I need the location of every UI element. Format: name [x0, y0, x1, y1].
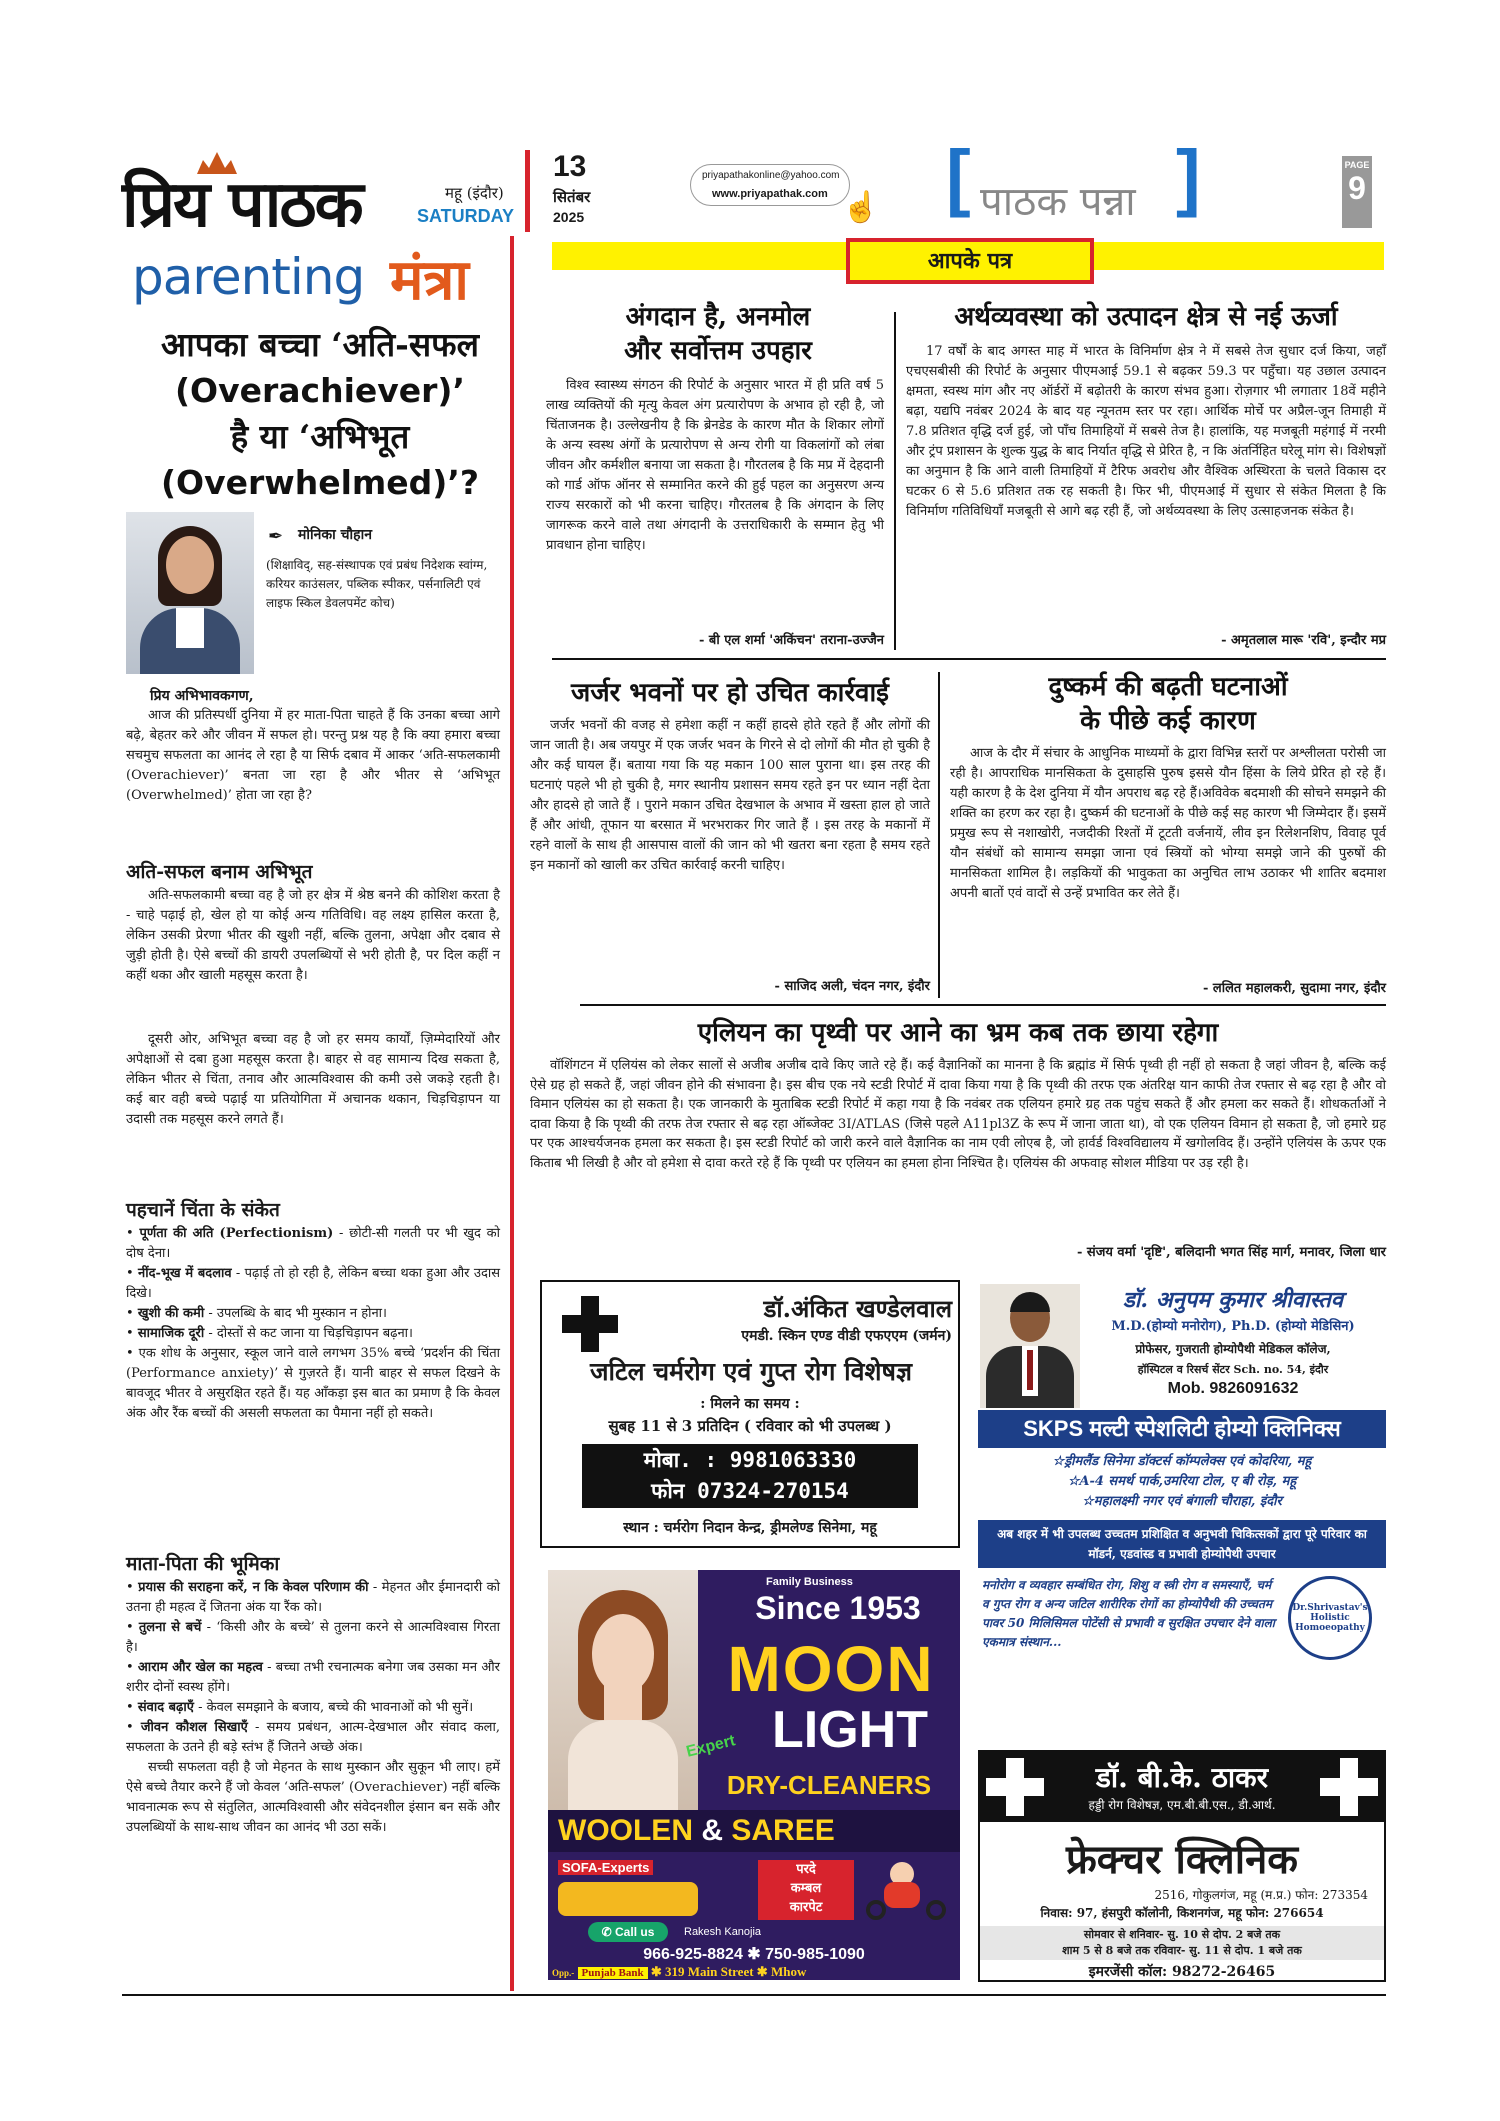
- doctor-title: प्रोफेसर, गुजराती होम्योपैथी मेडिकल कॉलेज,: [1135, 1342, 1331, 1356]
- letter-4-body: आज के दौर में संचार के आधुनिक माध्यमों के द्वारा विभिन्न स्तरों पर अश्लीलता परोसी जा रही है। आपराधिक मानसिकता के दुसाहसि पुरुष इससे यौन हिंसा के लिये प्रेरित हो रहे हैं। यही कारण है के देश दुनिया में यौन अपराध बढ़ रहे हैं।अविवेक बदमाशी की सोचने समझने की शक्ति का हरण कर रहा है। दुष्कर्म की घटनाओं के पीछे कई सह कारण भी जिम्मेदार हैं। इसमें प्रमुख रूप से नशाखोरी, नजदीकी रिश्तों में टूटती वर्जनायें, लीव इन रिलेशनशिप, विवाह पूर्व यौन संबंधों को सामान्य समझा जाना एवं स्त्रियों को भोग्या समझे जाने की पुरुषों की मानसिकता शामिल है। लड़कियों की भावुकता का अनुचित लाभ उठाकर भी शातिर बदमाश अपनी बातों एवं वादों से उन्हें प्रभावित कर लेते हैं।: [950, 746, 1386, 901]
- right-bracket: ]: [1176, 135, 1201, 218]
- street-address: ✱ 319 Main Street ✱ Mhow: [650, 1964, 807, 1979]
- list-item: • जीवन कौशल सिखाएँ - समय प्रबंधन, आत्म-देखभाल और संवाद कला, सफलता के उतने ही बड़े स्तंभ हैं जितने अच्छे अंक।: [126, 1720, 500, 1755]
- brand-logo: प्रिय पाठक: [122, 167, 362, 242]
- list-item: • तुलना से बचें - ‘किसी और के बच्चे’ से तुलना करने से आत्मविश्वास गिरता है।: [126, 1620, 500, 1655]
- left-para-1: अति-सफलकामी बच्चा वह है जो हर क्षेत्र में श्रेष्ठ बनने की कोशिश करता है - चाहे पढ़ाई हो, खेल हो या कोई अन्य गतिविधि। वह लक्ष्य हासिल करता है, लेकिन उसकी प्रेरणा भीतर की खुशी नहीं, बल्कि तुलना, अपेक्षा और दबाव से जुड़ी होती है। ऐसे बच्चों की डायरी उपलब्धियों से भरी होती है, पर दिल कहीं न कहीं थका और खाली महसूस करता है।: [126, 888, 500, 983]
- dry-cleaners-label: DRY-CLEANERS: [726, 1770, 932, 1800]
- ad-khandelwal[interactable]: [540, 1280, 960, 1548]
- list-item: • खुशी की कमी - उपलब्धि के बाद भी मुस्कान न होना।: [126, 1306, 387, 1321]
- since-label: Since 1953: [755, 1590, 921, 1626]
- moon-phones[interactable]: 966-925-8824 ✱ 750-985-1090: [643, 1946, 865, 1963]
- branch-item: ☆A-4 समर्थ पार्क,उमरिया टोल, ए बी रोड़, महू: [1067, 1474, 1297, 1489]
- list-item: • संवाद बढ़ाएँ - केवल समझाने के बजाय, बच्चे की भावनाओं को भी सुनें।: [126, 1700, 474, 1715]
- doctor-degree: एमडी. स्किन एण्ड वीडी एफएएम (जर्मन): [741, 1328, 952, 1344]
- contact-block: [582, 1444, 918, 1508]
- left-subhead-3: माता-पिता की भूमिका: [126, 1553, 280, 1575]
- clinic-address: 2516, गोकुलगंज, महू (म.प्र.) फोन: 273354: [1154, 1888, 1368, 1902]
- clinic-branches: [978, 1452, 1386, 1512]
- contact-website[interactable]: www.priyapathak.com: [712, 188, 828, 200]
- woolen-label: WOOLEN: [558, 1814, 693, 1847]
- letters-section-title: आपके पत्र: [846, 238, 1094, 284]
- left-para-2: दूसरी ओर, अभिभूत बच्चा वह है जो हर समय कार्यों, ज़िम्मेदारियों और अपेक्षाओं से दबा हुआ महसूस करता है। बाहर से वह सामान्य दिख सकता है, लेकिन भीतर से चिंता, तनाव और आत्मविश्वास की कमी उसे जकड़े रहती है। कई बार वही बच्चे पढ़ाई या प्रतियोगिता में अचानक थकान, चिड़चिड़ापन या उदासी तक महसूस करने लगते हैं।: [126, 1032, 500, 1127]
- light-title: LIGHT: [772, 1701, 928, 1759]
- address-strip: Opp.- Punjab Bank ✱ 319 Main Street ✱ Mhow: [552, 1964, 807, 1979]
- roles-list: [126, 1578, 500, 1838]
- letter-2-signature: - अमृतलाल मारू 'रवि', इन्दौर मप्र: [1221, 633, 1386, 648]
- column-rule: [938, 672, 940, 998]
- ad-srivastava[interactable]: [978, 1280, 1386, 1740]
- letter-1-headline: अंगदान है, अनमोल और सर्वोत्तम उपहार: [624, 302, 812, 366]
- page-badge: [1342, 156, 1372, 228]
- doctor-degree: M.D.(होम्यो मनोरोग), Ph.D. (होम्यो मेडिसिन): [1111, 1319, 1355, 1334]
- signs-list: [126, 1224, 500, 1424]
- headline-line-1: आपका बच्चा ‘अति-सफल: [160, 325, 479, 364]
- ad-thakar[interactable]: [978, 1750, 1386, 1982]
- letter-3-headline: जर्जर भवनों पर हो उचित कार्रवाई: [571, 678, 889, 708]
- list-item: • सामाजिक दूरी - दोस्तों से कट जाना या चिड़चिड़ापन बढ़ना।: [126, 1326, 413, 1341]
- letter-2-body: 17 वर्षों के बाद अगस्त माह में भारत के विनिर्माण क्षेत्र ने में सबसे तेज सुधार दर्ज किया, जहाँ एचएसबीसी की रिपोर्ट के अनुसार पीएमआई 59.1 से बढ़कर 59.3 पर पहुँचा। यह उछाल उत्पादन क्षमता, स्वस्थ मांग और नए ऑर्डरों में बढ़ोतरी के कारण संभव हुआ। रोज़गार भी लगातार 18वें महीने बढ़ा, यद्यपि नवंबर 2024 के बाद यह न्यूनतम स्तर पर रहा। आर्थिक मोर्चे पर अप्रैल-जून तिमाही में 7.8 प्रतिशत वृद्धि दर्ज हुई, जो पाँच तिमाहियों में सबसे तेज है। हालांकि, यह मजबूती महंगाई में नरमी और ट्रंप प्रशासन के शुल्क युद्ध के बाद निर्यात वृद्धि से प्रेरित है, न कि अंतर्निहित घरेलू मांग से। विशेषज्ञों का अनुमान है कि आने वाली तिमाहियों में टैरिफ अवरोध और वैश्विक अस्थिरता के चलते विकास दर घटकर 6 से 5.6 प्रतिशत तक रह सकती है। फिर भी, पीएमआई में सुधार से संकेत मिलता है कि विनिर्माण गतिविधियाँ मजबूती से आगे बढ़ रही हैं, जो अर्थव्यवस्था के लिए उत्साहजनक संकेत है।: [906, 344, 1386, 519]
- left-intro: आज की प्रतिस्पर्धी दुनिया में हर माता-पिता चाहते हैं कि उनका बच्चा आगे बढ़े, बेहतर करे और जीवन में सफल हो। परन्तु प्रश्न यह है कि क्या हमारा बच्चा सचमुच सफलता का आनंद ले रहा है या सिर्फ दबाव में आकर ‘अति-सफलकामी (Overachiever)’ बनता जा रहा है और भीतर से ‘अभिभूत (Overwhelmed)’ होता जा रहा है?: [126, 708, 500, 803]
- phone-icon: ✆: [601, 1925, 612, 1939]
- author-name: मोनिका चौहान: [298, 527, 372, 543]
- page-bottom-rule: [122, 1994, 1386, 1996]
- saree-label: SAREE: [731, 1814, 835, 1847]
- mantra-label: मंत्रा: [390, 247, 469, 313]
- left-bracket: [: [946, 135, 971, 218]
- headline-line-2: (Overachiever)’: [174, 371, 466, 410]
- list-item: • पूर्णता की अति (Perfectionism) - छोटी-सी गलती पर भी खुद को दोष देना।: [126, 1226, 500, 1261]
- letter-3-body: जर्जर भवनों की वजह से हमेशा कहीं न कहीं हादसे होते रहते हैं और लोगों की जान जाती है। अब जयपुर में एक जर्जर भवन के गिरने से दो लोगों की मौत हो चुकी है और कई घायल हैं। बताया गया कि यह मकान 100 साल पुराना था। इस तरह की घटनाएं पहले भी हो चुकी है, मगर स्थानीय प्रशासन समय रहते इन पर ध्यान नहीं देता और हादसे हो जाते हैं । पुराने मकान उचित देखभाल के अभाव में खस्ता हाल हो जाते हैं और आंधी, तूफान या बरसात में भरभराकर गिर जाते हैं । इस तरह के मकानों में रहने वालों के साथ ही आसपास वालों की जान को भी खतरा बना रहता है समय रहते इन मकानों को खाली कर उचित कार्रवाई करनी चाहिए।: [530, 718, 930, 873]
- letter-4-headline: दुष्कर्म की बढ़ती घटनाओं के पीछे कई कारण: [1048, 672, 1288, 736]
- headline-line-3: है या ‘अभिभूत: [230, 417, 410, 456]
- author-bio: (शिक्षाविद्, सह-संस्थापक एवं प्रबंध निदेशक स्वांग्म, करियर काउंसलर, पब्लिक स्पीकर, पर्सनालिटी एवं लाइफ स्किल डेवलपमेंट कोच): [266, 558, 488, 610]
- letter-5-body: वॉशिंगटन में एलियंस को लेकर सालों से अजीब अजीब दावे किए जाते रहे हैं। कई वैज्ञानिकों का मानना है कि ब्रह्मांड में सिर्फ पृथ्वी ही नहीं हो सकता है जहां जीवन है, बल्कि कई ऐसे ग्रह हो सकते हैं, जहां जीवन होने की संभावना है। इस बीच एक नये स्टडी रिपोर्ट में दावा किया गया है कि पृथ्वी की तरफ एक अंतरिक्ष यान काफी तेज रफ्तार से बढ़ रहा है और वो विमान एलियंस का हो सकता है। एक जानकारी के मुताबिक स्टडी रिपोर्ट में कहा गया है कि नवंबर तक एलियन हमारे ग्रह तक पहुंच सकते हैं और हमला कर सकते हैं। शोधकर्ताओं ने दावा किया है कि पृथ्वी की तरफ तेज रफ्तार से बढ़ रहा ऑब्जेक्ट 3I/ATLAS (जिसे पहले A11pl3Z के रूप में जाना जाता था), वो एक एलियन विमान हो सकता है, जो हमारे ग्रह पर एक आश्चर्यजनक हमला कर सकता है। इस स्टडी रिपोर्ट को जारी करने वाले वैज्ञानिक का नाम एवी लोएब है, जो हार्वर्ड विश्वविद्यालय में खगोलविद हैं। उन्होंने एलियंस के ऊपर एक किताब भी लिखी है और वो हमेशा से दावा करते रहे हैं कि पृथ्वी पर एलियन का हमला होना निश्चित है। एलियंस की अफवाह सोशल मीडिया पर उड़ रही है।: [530, 1058, 1386, 1171]
- timing-text: सुबह 11 से 3 प्रतिदिन ( रविवार को भी उपलब्ध ): [608, 1417, 892, 1435]
- amp-label: &: [701, 1814, 724, 1847]
- family-business-tag: Family Business: [766, 1576, 853, 1588]
- doctor-name: डॉ. बी.के. ठाकर: [1095, 1761, 1269, 1794]
- date-day: 13: [553, 150, 587, 183]
- doctor-name: डॉ. अनुपम कुमार श्रीवास्तव: [1122, 1287, 1344, 1313]
- doctor-mobile[interactable]: Mob. 9826091632: [1167, 1380, 1299, 1397]
- edition-day: SATURDAY: [417, 206, 515, 226]
- moon-title: MOON: [727, 1633, 935, 1705]
- delivery-scooter-icon: [866, 1862, 950, 1920]
- timings: सोमवार से शनिवार- सु. 10 से दोप. 2 बजे तक शाम 5 से 8 बजे तक रविवार- सु. 11 से दोप. 1 बजे तक: [980, 1926, 1384, 1960]
- model-photo: [548, 1570, 698, 1830]
- clinic-description: मनोरोग व व्यवहार सम्बंधित रोग, शिशु व स्त्री रोग व समस्याएँ, चर्म व गुप्त रोग व अन्य जटिल शारीरिक रोगों का होम्योपैथी की उच्चतम पावर 50 मिलिसिमल पोटेंसी से प्रभावी व सुरक्षित उपचार देने वाला एकमात्र संस्थान...: [982, 1578, 1275, 1649]
- ad-moonlight[interactable]: [548, 1570, 960, 1980]
- left-subhead-1: अति-सफल बनाम अभिभूत: [126, 861, 313, 883]
- headline-line-4: (Overwhelmed)’?: [160, 463, 480, 502]
- bank-label: Punjab Bank: [578, 1967, 648, 1979]
- left-subhead-2: पहचानें चिंता के संकेत: [126, 1199, 280, 1221]
- author-photo: [126, 512, 254, 674]
- list-item: • आराम और खेल का महत्व - बच्चा तभी रचनात्मक बनेगा जब उसका मन और शरीर दोनों स्वस्थ होंगे।: [126, 1660, 500, 1695]
- owner-name: Rakesh Kanojia: [684, 1926, 762, 1938]
- service-strip: [548, 1810, 960, 1852]
- row-rule: [580, 1004, 1386, 1006]
- closing-para: सच्ची सफलता वही है जो मेहनत के साथ मुस्कान और सुकून भी लाए। हमें ऐसे बच्चे तैयार करने हैं जो केवल ‘अति-सफल’ (Overachiever) नहीं बल्कि भावनात्मक रूप से संतुलित, आत्मविश्वासी और संवेदनशील इंसान बन सकें और उपलब्धियों के साथ-साथ जीवन का आनंद भी उठा सकें।: [126, 1760, 500, 1835]
- doctor-specialty: जटिल चर्मरोग एवं गुप्त रोग विशेषज्ञ: [589, 1357, 913, 1386]
- list-item: • एक शोध के अनुसार, स्कूल जाने वाले लगभग 35% बच्चे ‘प्रदर्शन की चिंता (Performance anxiety)’ से गुज़रते हैं। यानी बाहर से सफल दिखने के बावजूद भीतर वे असुरक्षित रहते हैं। यह आँकड़ा इस बात का प्रमाण है कि केवल अंक और रैंक बच्चों की असली सफलता का पैमाना नहीं हो सकते।: [126, 1346, 500, 1421]
- letter-5-signature: - संजय वर्मा 'दृष्टि', बलिदानी भगत सिंह मार्ग, मनावर, जिला धार: [1076, 1245, 1386, 1260]
- cross-left-icon: [986, 1758, 1044, 1816]
- clinic-seal-icon: Dr.Shrivastav's Holistic Homoeopathy: [1288, 1576, 1372, 1660]
- section-title: पाठक पन्ना: [980, 179, 1136, 225]
- doctor-address: हॉस्पिटल व रिसर्च सेंटर Sch. no. 54, इंदौर: [1137, 1363, 1329, 1376]
- branch-item: ☆महालक्ष्मी नगर एवं बंगाली चौराहा, इंदौर: [1082, 1494, 1282, 1509]
- masthead: [0, 0, 1500, 240]
- page-number: 9: [1348, 170, 1366, 206]
- left-article-headline: [130, 322, 510, 506]
- doctor-specialty: हड्डी रोग विशेषज्ञ, एम.बी.बी.एस., डी.आर्थ.: [1088, 1798, 1276, 1812]
- row-rule: [552, 658, 1386, 660]
- pen-icon: ✒: [268, 526, 284, 547]
- page-label: PAGE: [1344, 160, 1370, 170]
- residence-address: निवास: 97, हंसपुरी कॉलोनी, किशनगंज, महू फोन: 276654: [1040, 1906, 1324, 1920]
- column-divider: [510, 236, 514, 1991]
- contact-email[interactable]: priyapathakonline@yahoo.com: [702, 170, 840, 181]
- pointer-hand-icon: ☝: [842, 190, 880, 225]
- cross-right-icon: [1320, 1758, 1378, 1816]
- date-month: सितंबर: [553, 188, 591, 206]
- letter-2-headline: अर्थव्यवस्था को उत्पादन क्षेत्र से नई ऊर्जा: [954, 302, 1338, 332]
- phone-number[interactable]: फोन 07324-270154: [651, 1479, 849, 1503]
- column-rule: [894, 312, 896, 650]
- clinic-banner: SKPS मल्टी स्पेशलिटी होम्यो क्लिनिक्स: [978, 1410, 1386, 1448]
- medical-cross-icon: [562, 1296, 618, 1352]
- letter-1-body: विश्व स्वास्थ्य संगठन की रिपोर्ट के अनुसार भारत में ही प्रति वर्ष 5 लाख व्यक्तियों की मृत्यु केवल अंग प्रत्यारोपण के अभाव हो रही है, जो चिंताजनक है। उल्लेखनीय है कि ब्रेनडेड के कारण मौत के शिकार लोगों के अन्य स्वस्थ अंगों के प्रत्यारोपण से अन्य रोगी या विकलांगों को लंबा जीवन और कर्मशील बनाया जा सकता है। गौरतलब है कि मप्र में देहदानी को गार्ड ऑफ ऑनर से सम्मानित करने की हुई पहल का अनुसरण अन्य राज्य सरकारों को भी करना चाहिए। गौरतलब है कि अंगदान के लिए जागरूक करने वाले तथा अंगदानी के उत्तराधिकारी के सम्मान हेतु भी प्रावधान होना चाहिए।: [546, 378, 884, 553]
- doctor-name: डॉ.अंकित खण्डेलवाल: [763, 1294, 952, 1323]
- letter-5-headline: एलियन का पृथ्वी पर आने का भ्रम कब तक छाया रहेगा: [697, 1018, 1219, 1048]
- emergency-contact[interactable]: इमरजेंसी कॉल: 98272-26465: [1088, 1964, 1276, 1980]
- branch-item: ☆ड्रीमलैंड सिनेमा डॉक्टर्स कॉम्पलेक्स एवं कोदरिया, महू: [1052, 1454, 1312, 1469]
- masthead-divider: [525, 150, 530, 232]
- extras-box: परदे कम्बल कारपेट: [758, 1860, 854, 1920]
- parenting-label: parenting: [132, 248, 365, 306]
- letter-3-signature: - साजिद अली, चंदन नगर, इंदौर: [774, 979, 930, 994]
- letter-1-signature: - बी एल शर्मा 'अकिंचन' तराना-उज्जैन: [698, 633, 884, 648]
- list-item: • प्रयास की सराहना करें, न कि केवल परिणाम की - मेहनत और ईमानदारी को उतना ही महत्व दें जितना अंक या रैंक को।: [126, 1580, 500, 1615]
- edition-location: महू (इंदौर): [445, 184, 504, 202]
- salutation: प्रिय अभिभावकगण,: [150, 688, 254, 704]
- letter-4-signature: - ललित महालकरी, सुदामा नगर, इंदौर: [1202, 981, 1386, 996]
- sofa-label: SOFA-Experts: [558, 1860, 653, 1875]
- clinic-note: अब शहर में भी उपलब्ध उच्चतम प्रशिक्षित व अनुभवी चिकित्सकों द्वारा पूरे परिवार का मॉडर्न, एडवांस्ड व प्रभावी होम्योपैथी उपचार: [978, 1520, 1386, 1568]
- clinic-name: फ्रेक्चर क्लिनिक: [1065, 1836, 1299, 1883]
- date-year: 2025: [553, 209, 585, 225]
- expert-tag: Expert: [684, 1732, 737, 1761]
- doctor-photo: [980, 1284, 1080, 1408]
- sofa-icon: [558, 1882, 698, 1916]
- list-item: • नींद-भूख में बदलाव - पढ़ाई तो हो रही है, लेकिन बच्चा थका हुआ और उदास दिखे।: [126, 1266, 500, 1301]
- mobile-number[interactable]: मोबा. : 9981063330: [643, 1448, 857, 1472]
- timing-heading: : मिलने का समय :: [700, 1396, 800, 1412]
- call-us-button[interactable]: ✆ Call us: [588, 1922, 668, 1942]
- clinic-address: स्थान : चर्मरोग निदान केन्द्र, ड्रीमलेण्ड सिनेमा, महू: [623, 1520, 877, 1536]
